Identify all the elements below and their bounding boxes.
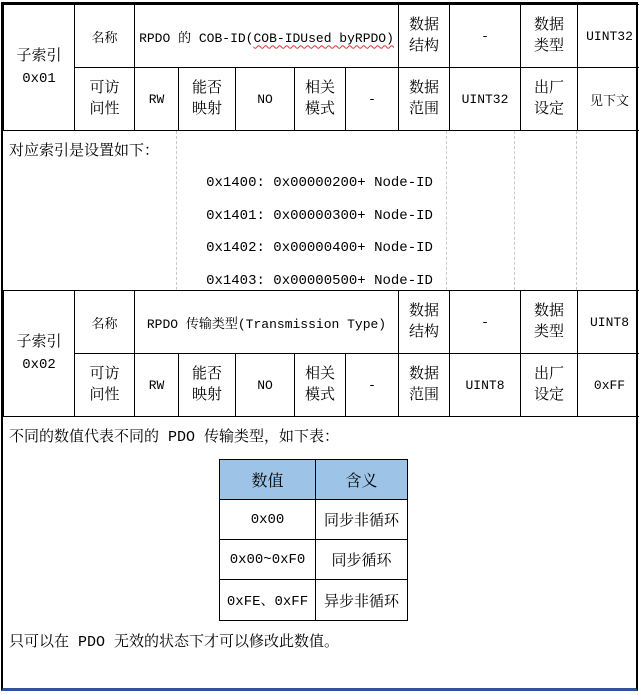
value-cell: 0x00~0xF0: [220, 540, 316, 580]
sub-index-value: 0x01: [22, 70, 56, 87]
name-value-misspelled-text: COB-IDUsed byRPDO): [253, 30, 394, 46]
table-row: [220, 500, 408, 540]
meaning-column-header: 含义: [316, 460, 408, 500]
data-type-label-cell: [521, 5, 578, 68]
transmission-note-section: [3, 417, 636, 688]
data-type-label-cell: [521, 291, 578, 354]
data-type-label: 数据类型: [533, 17, 564, 55]
factory-default-value-cell: 0xFF: [578, 354, 639, 417]
meaning-cell: 异步非循环: [316, 580, 408, 621]
related-mode-value-cell: -: [346, 354, 399, 417]
mappable-value-cell: NO: [236, 68, 295, 131]
param-table-0x01: [3, 4, 639, 131]
factory-default-label-cell: [521, 354, 578, 417]
access-value-cell: RW: [135, 68, 179, 131]
data-structure-label-cell: [399, 291, 450, 354]
data-range-label: 数据范围: [408, 80, 439, 118]
value-cell: 0xFE、0xFF: [220, 580, 316, 621]
cob-id-mapping-line: 0x1401: 0x00000300+ Node-ID: [206, 207, 433, 224]
value-column-header: 数值: [220, 460, 316, 500]
table-gridline: [576, 131, 577, 290]
table-header-row: [220, 460, 408, 500]
mappable-value-cell: NO: [236, 354, 295, 417]
name-label-cell: 名称: [75, 5, 135, 68]
access-label: 可访问性: [89, 366, 120, 404]
transmission-note-footer: 只可以在 PDO 无效的状态下才可以修改此数值。: [9, 634, 340, 651]
meaning-cell: 同步循环: [316, 540, 408, 580]
related-mode-label-cell: [295, 68, 346, 131]
cob-id-mapping-line: 0x1403: 0x00000500+ Node-ID: [206, 272, 433, 289]
mappable-label-cell: [179, 354, 236, 417]
table-gridline: [446, 131, 447, 290]
table-row: [220, 580, 408, 621]
mappable-label: 能否映射: [191, 80, 222, 118]
factory-default-label: 出厂设定: [533, 366, 564, 404]
name-value-text: RPDO 传输类型(Transmission Type): [146, 316, 387, 332]
access-label: 可访问性: [89, 80, 120, 118]
transmission-note-intro: 不同的数值代表不同的 PDO 传输类型，如下表：: [9, 429, 340, 446]
data-structure-value-cell: -: [450, 291, 521, 354]
sub-index-label: 子索引: [16, 47, 62, 65]
table-gridline: [514, 131, 515, 290]
value-cell: 0x00: [220, 500, 316, 540]
document-table: [1, 2, 638, 691]
factory-default-label: 出厂设定: [533, 80, 564, 118]
data-range-value-cell: UINT32: [450, 68, 521, 131]
table-row: [4, 5, 639, 68]
sub-index-label: 子索引: [16, 333, 62, 351]
data-range-label: 数据范围: [408, 366, 439, 404]
data-type-label: 数据类型: [533, 303, 564, 341]
factory-default-value-cell: 见下文: [578, 68, 639, 131]
cob-id-note-section: [3, 131, 636, 290]
cob-id-mapping-line: 0x1402: 0x00000400+ Node-ID: [206, 240, 433, 256]
name-value-text: RPDO 的 COB-ID(: [139, 30, 254, 46]
table-row: [4, 68, 639, 131]
param-table-0x02: [3, 290, 639, 417]
related-mode-label-cell: [295, 354, 346, 417]
data-structure-value-cell: -: [450, 5, 521, 68]
data-type-value-cell: UINT8: [578, 291, 639, 354]
access-label-cell: [75, 354, 135, 417]
sub-index-cell: [4, 5, 75, 131]
sub-index-cell: [4, 291, 75, 417]
related-mode-label: 相关模式: [304, 80, 335, 118]
access-value-cell: RW: [135, 354, 179, 417]
table-row: [4, 291, 639, 354]
table-gridline: [176, 131, 177, 290]
data-type-value-cell: UINT32: [578, 5, 639, 68]
mappable-label-cell: [179, 68, 236, 131]
data-range-label-cell: [399, 68, 450, 131]
data-structure-label-cell: [399, 5, 450, 68]
factory-default-label-cell: [521, 68, 578, 131]
access-label-cell: [75, 68, 135, 131]
related-mode-value-cell: -: [346, 68, 399, 131]
table-row: [4, 354, 639, 417]
cob-id-note-intro: 对应索引是设置如下：: [9, 143, 160, 160]
mappable-label: 能否映射: [191, 366, 222, 404]
transmission-type-table: [219, 459, 408, 621]
name-value-cell: [135, 5, 399, 68]
data-structure-label: 数据结构: [408, 17, 439, 55]
table-row: [220, 540, 408, 580]
data-range-value-cell: UINT8: [450, 354, 521, 417]
related-mode-label: 相关模式: [304, 366, 335, 404]
data-range-label-cell: [399, 354, 450, 417]
name-value-cell: [135, 291, 399, 354]
cob-id-mapping-line: 0x1400: 0x00000200+ Node-ID: [206, 175, 433, 191]
cob-id-mapping-list: [206, 167, 433, 297]
data-structure-label: 数据结构: [408, 303, 439, 341]
sub-index-value: 0x02: [22, 356, 56, 373]
meaning-cell: 同步非循环: [316, 500, 408, 540]
name-label-cell: 名称: [75, 291, 135, 354]
